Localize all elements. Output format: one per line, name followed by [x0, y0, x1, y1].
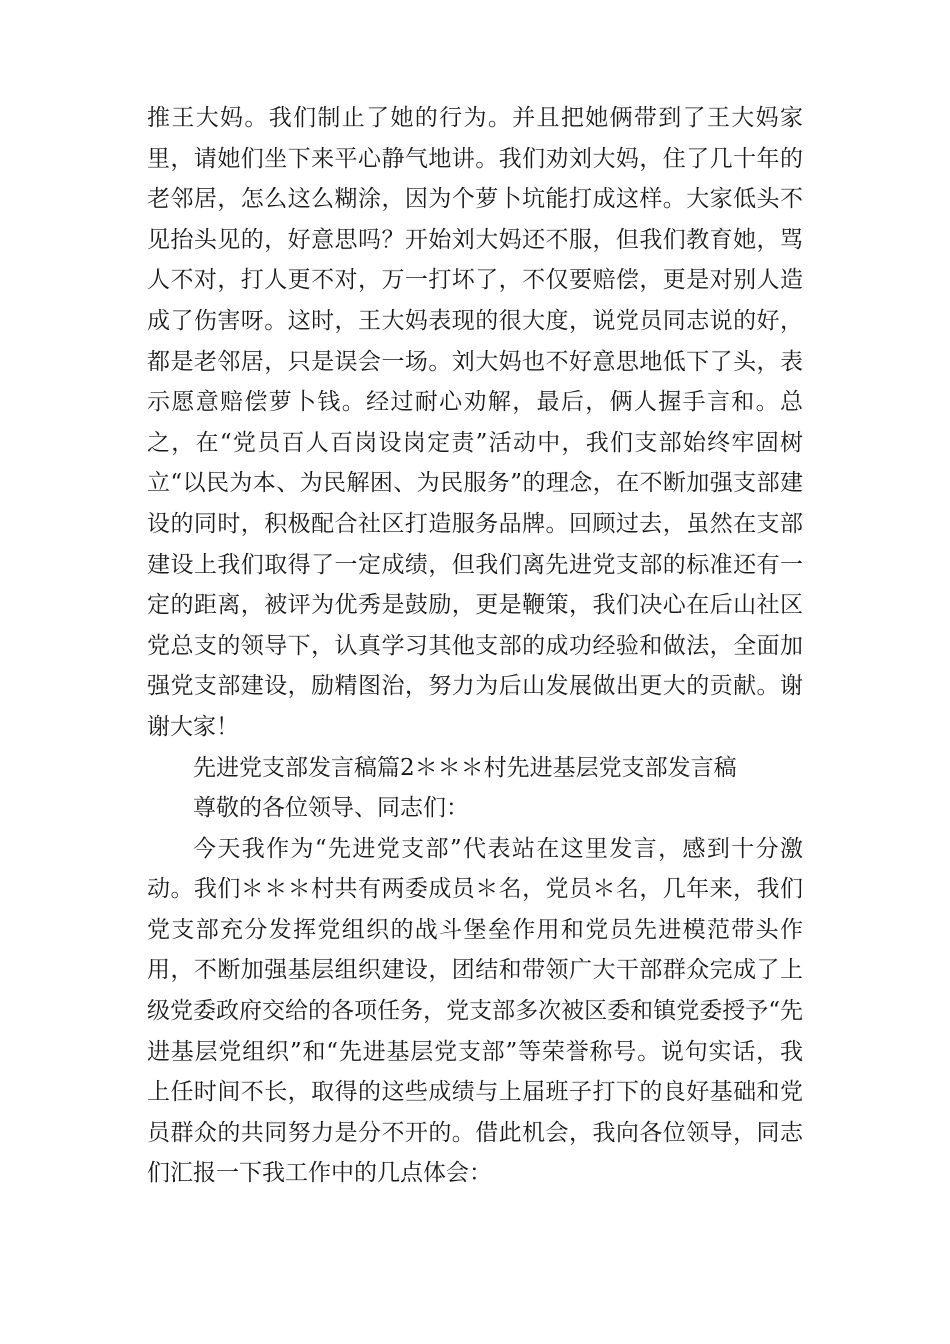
document-body: [147, 98, 803, 1194]
section-heading: 先进党支部发言稿篇2＊＊＊村先进基层党支部发言稿: [193, 754, 737, 781]
body-paragraph-2: 今天我作为“先进党支部”代表站在这里发言，感到十分激动。我们＊＊＊村共有两委成员＊名，党员＊名，几年来，我们党支部充分发挥党组织的战斗堡垒作用和党员先进模范带头作用，不断加强基层组织建设，团结和带领广大干部群众完成了上级党委政府交给的各项任务，党支部多次被区委和镇党委授予“先进基层党组织”和“先进基层党支部”等荣誉称号。说句实话，我上任时间不长，取得的这些成绩与上届班子打下的良好基础和党员群众的共同努力是分不开的。借此机会，我向各位领导，同志们汇报一下我工作中的几点体会：: [147, 835, 803, 1187]
salutation: 尊敬的各位领导、同志们：: [193, 795, 469, 822]
body-paragraph-1: 推王大妈。我们制止了她的行为。并且把她俩带到了王大妈家里，请她们坐下来平心静气地讲。我们劝刘大妈，住了几十年的老邻居，怎么这么糊涂，因为个萝卜坑能打成这样。大家低头不见抬头见的，好意思吗？开始刘大妈还不服，但我们教育她，骂人不对，打人更不对，万一打坏了，不仅要赔偿，更是对别人造成了伤害呀。这时，王大妈表现的很大度，说党员同志说的好，都是老邻居，只是误会一场。刘大妈也不好意思地低下了头，表示愿意赔偿萝卜钱。经过耐心劝解，最后，俩人握手言和。总之，在“党员百人百岗设岗定责”活动中，我们支部始终牢固树立“以民为本、为民解困、为民服务”的理念，在不断加强支部建设的同时，积极配合社区打造服务品牌。回顾过去，虽然在支部建设上我们取得了一定成绩，但我们离先进党支部的标准还有一定的距离，被评为优秀是鼓励，更是鞭策，我们决心在后山社区党总支的领导下，认真学习其他支部的成功经验和做法，全面加强党支部建设，励精图治，努力为后山发展做出更大的贡献。谢谢大家！: [147, 105, 803, 740]
